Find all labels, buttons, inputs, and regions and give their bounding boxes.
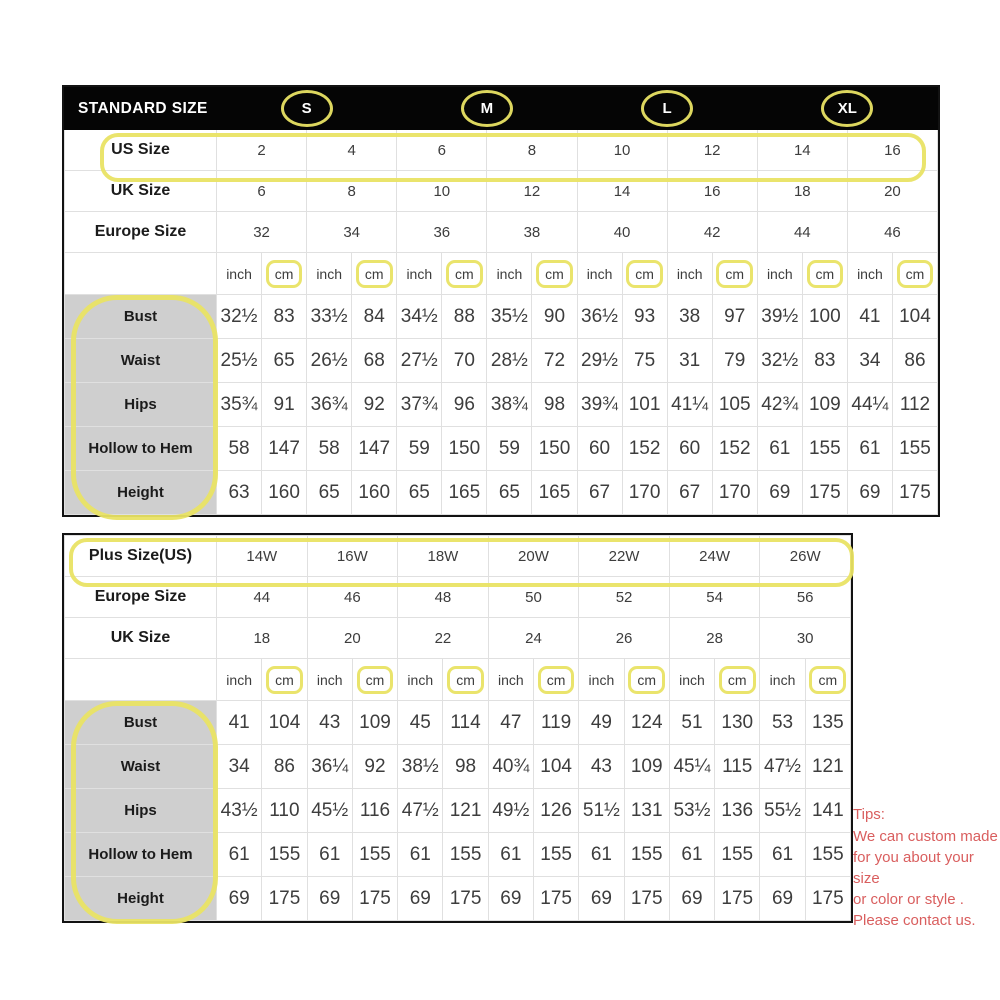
size-value-cell: 24 bbox=[488, 618, 579, 659]
inch-value-cell: 38 bbox=[667, 295, 712, 339]
tips-title: Tips: bbox=[853, 806, 885, 823]
cm-value-cell: 88 bbox=[442, 295, 487, 339]
inch-value-cell: 67 bbox=[577, 471, 622, 515]
measure-row bbox=[65, 789, 851, 833]
standard-size-grid bbox=[64, 87, 938, 515]
size-group-cell bbox=[577, 88, 757, 130]
cm-value-cell: 65 bbox=[262, 339, 307, 383]
inch-unit-cell: inch bbox=[487, 253, 532, 295]
cm-value-cell: 90 bbox=[532, 295, 577, 339]
cm-value-cell: 93 bbox=[622, 295, 667, 339]
inch-value-cell: 38¾ bbox=[487, 383, 532, 427]
cm-value-cell: 175 bbox=[443, 877, 488, 921]
inch-value-cell: 38½ bbox=[398, 745, 443, 789]
size-value-cell: 44 bbox=[217, 577, 308, 618]
cm-circle-annotation: cm bbox=[357, 666, 394, 694]
size-group-cell bbox=[397, 88, 577, 130]
measure-row bbox=[65, 339, 938, 383]
size-value-cell: 56 bbox=[760, 577, 851, 618]
cm-value-cell: 98 bbox=[532, 383, 577, 427]
size-value-cell: 20W bbox=[488, 536, 579, 577]
cm-value-cell: 131 bbox=[624, 789, 669, 833]
unit-row bbox=[65, 253, 938, 295]
cm-value-cell: 155 bbox=[715, 833, 760, 877]
inch-value-cell: 25½ bbox=[217, 339, 262, 383]
tips-note bbox=[853, 804, 1000, 931]
inch-value-cell: 47½ bbox=[398, 789, 443, 833]
inch-value-cell: 58 bbox=[307, 427, 352, 471]
inch-value-cell: 45¼ bbox=[669, 745, 714, 789]
inch-value-cell: 59 bbox=[487, 427, 532, 471]
size-value-cell: 18 bbox=[757, 171, 847, 212]
size-value-cell: 12 bbox=[487, 171, 577, 212]
cm-value-cell: 175 bbox=[805, 877, 850, 921]
cm-value-cell: 152 bbox=[712, 427, 757, 471]
inch-value-cell: 45½ bbox=[307, 789, 352, 833]
cm-value-cell: 147 bbox=[352, 427, 397, 471]
size-value-cell: 20 bbox=[307, 618, 398, 659]
cm-value-cell: 165 bbox=[442, 471, 487, 515]
size-value-cell: 44 bbox=[757, 212, 847, 253]
size-value-cell: 14 bbox=[577, 171, 667, 212]
measure-row bbox=[65, 427, 938, 471]
row-label: Plus Size(US) bbox=[65, 536, 217, 577]
inch-value-cell: 49½ bbox=[488, 789, 533, 833]
size-value-cell: 6 bbox=[397, 130, 487, 171]
cm-value-cell: 155 bbox=[892, 427, 937, 471]
cm-value-cell: 109 bbox=[624, 745, 669, 789]
cm-circle-annotation: cm bbox=[809, 666, 846, 694]
inch-unit-cell: inch bbox=[577, 253, 622, 295]
cm-value-cell: 104 bbox=[892, 295, 937, 339]
cm-value-cell: 155 bbox=[624, 833, 669, 877]
size-value-cell: 30 bbox=[760, 618, 851, 659]
cm-circle-annotation: cm bbox=[266, 666, 303, 694]
inch-value-cell: 39½ bbox=[757, 295, 802, 339]
size-value-cell: 14 bbox=[757, 130, 847, 171]
inch-value-cell: 61 bbox=[488, 833, 533, 877]
cm-unit-cell bbox=[624, 659, 669, 701]
inch-unit-cell: inch bbox=[397, 253, 442, 295]
inch-unit-cell: inch bbox=[398, 659, 443, 701]
inch-value-cell: 69 bbox=[488, 877, 533, 921]
inch-value-cell: 65 bbox=[397, 471, 442, 515]
inch-value-cell: 60 bbox=[577, 427, 622, 471]
measure-label: Height bbox=[65, 471, 217, 515]
table-title: STANDARD SIZE bbox=[65, 88, 217, 130]
unit-row bbox=[65, 659, 851, 701]
size-value-cell: 8 bbox=[307, 171, 397, 212]
size-value-cell: 20 bbox=[847, 171, 937, 212]
size-row bbox=[65, 618, 851, 659]
size-value-cell: 50 bbox=[488, 577, 579, 618]
inch-value-cell: 27½ bbox=[397, 339, 442, 383]
inch-unit-cell: inch bbox=[760, 659, 805, 701]
cm-circle-annotation: cm bbox=[356, 260, 393, 288]
inch-value-cell: 29½ bbox=[577, 339, 622, 383]
cm-value-cell: 79 bbox=[712, 339, 757, 383]
size-value-cell: 6 bbox=[217, 171, 307, 212]
inch-value-cell: 47 bbox=[488, 701, 533, 745]
cm-value-cell: 126 bbox=[533, 789, 578, 833]
cm-value-cell: 175 bbox=[892, 471, 937, 515]
cm-value-cell: 109 bbox=[802, 383, 847, 427]
cm-circle-annotation: cm bbox=[447, 666, 484, 694]
inch-unit-cell: inch bbox=[217, 253, 262, 295]
size-value-cell: 26W bbox=[760, 536, 851, 577]
cm-circle-annotation: cm bbox=[897, 260, 934, 288]
cm-unit-cell bbox=[805, 659, 850, 701]
inch-value-cell: 26½ bbox=[307, 339, 352, 383]
inch-value-cell: 47½ bbox=[760, 745, 805, 789]
cm-unit-cell bbox=[802, 253, 847, 295]
inch-value-cell: 36¾ bbox=[307, 383, 352, 427]
cm-value-cell: 100 bbox=[802, 295, 847, 339]
size-value-cell: 22 bbox=[398, 618, 489, 659]
inch-value-cell: 31 bbox=[667, 339, 712, 383]
cm-value-cell: 101 bbox=[622, 383, 667, 427]
size-value-cell: 36 bbox=[397, 212, 487, 253]
cm-value-cell: 96 bbox=[442, 383, 487, 427]
cm-value-cell: 150 bbox=[442, 427, 487, 471]
cm-value-cell: 72 bbox=[532, 339, 577, 383]
cm-value-cell: 175 bbox=[533, 877, 578, 921]
size-value-cell: 8 bbox=[487, 130, 577, 171]
cm-value-cell: 112 bbox=[892, 383, 937, 427]
inch-value-cell: 65 bbox=[487, 471, 532, 515]
cm-value-cell: 121 bbox=[443, 789, 488, 833]
size-group-circle-annotation: XL bbox=[821, 90, 873, 127]
inch-value-cell: 51 bbox=[669, 701, 714, 745]
inch-value-cell: 35½ bbox=[487, 295, 532, 339]
measure-label: Waist bbox=[65, 745, 217, 789]
inch-value-cell: 41 bbox=[217, 701, 262, 745]
size-value-cell: 10 bbox=[397, 171, 487, 212]
measure-row bbox=[65, 295, 938, 339]
cm-unit-cell bbox=[442, 253, 487, 295]
inch-unit-cell: inch bbox=[667, 253, 712, 295]
inch-value-cell: 61 bbox=[760, 833, 805, 877]
inch-value-cell: 55½ bbox=[760, 789, 805, 833]
inch-value-cell: 43½ bbox=[217, 789, 262, 833]
size-row bbox=[65, 536, 851, 577]
inch-value-cell: 53½ bbox=[669, 789, 714, 833]
cm-value-cell: 75 bbox=[622, 339, 667, 383]
inch-value-cell: 61 bbox=[669, 833, 714, 877]
inch-value-cell: 41¼ bbox=[667, 383, 712, 427]
cm-value-cell: 92 bbox=[352, 383, 397, 427]
row-label: US Size bbox=[65, 130, 217, 171]
cm-value-cell: 160 bbox=[352, 471, 397, 515]
cm-value-cell: 155 bbox=[352, 833, 397, 877]
inch-value-cell: 49 bbox=[579, 701, 624, 745]
inch-value-cell: 61 bbox=[398, 833, 443, 877]
cm-unit-cell bbox=[715, 659, 760, 701]
cm-unit-cell bbox=[262, 659, 307, 701]
inch-value-cell: 42¾ bbox=[757, 383, 802, 427]
cm-unit-cell bbox=[352, 659, 397, 701]
size-value-cell: 54 bbox=[669, 577, 760, 618]
plus-size-grid bbox=[64, 535, 851, 921]
size-value-cell: 42 bbox=[667, 212, 757, 253]
size-group-cell bbox=[217, 88, 397, 130]
unit-row-label bbox=[65, 659, 217, 701]
inch-unit-cell: inch bbox=[217, 659, 262, 701]
measure-row bbox=[65, 383, 938, 427]
measure-label: Bust bbox=[65, 701, 217, 745]
cm-value-cell: 121 bbox=[805, 745, 850, 789]
inch-value-cell: 44¼ bbox=[847, 383, 892, 427]
cm-unit-cell bbox=[622, 253, 667, 295]
size-row bbox=[65, 130, 938, 171]
cm-value-cell: 91 bbox=[262, 383, 307, 427]
measure-label: Hollow to Hem bbox=[65, 427, 217, 471]
cm-value-cell: 175 bbox=[262, 877, 307, 921]
tips-line: for you about your size bbox=[853, 849, 974, 887]
inch-value-cell: 69 bbox=[669, 877, 714, 921]
cm-value-cell: 68 bbox=[352, 339, 397, 383]
size-value-cell: 12 bbox=[667, 130, 757, 171]
row-label: UK Size bbox=[65, 171, 217, 212]
cm-value-cell: 110 bbox=[262, 789, 307, 833]
cm-value-cell: 116 bbox=[352, 789, 397, 833]
inch-value-cell: 63 bbox=[217, 471, 262, 515]
size-group-circle-annotation: S bbox=[281, 90, 333, 127]
inch-value-cell: 58 bbox=[217, 427, 262, 471]
inch-value-cell: 61 bbox=[579, 833, 624, 877]
cm-value-cell: 130 bbox=[715, 701, 760, 745]
inch-value-cell: 69 bbox=[760, 877, 805, 921]
tips-line: or color or style . bbox=[853, 891, 964, 908]
inch-value-cell: 65 bbox=[307, 471, 352, 515]
size-value-cell: 18 bbox=[217, 618, 308, 659]
standard-size-table bbox=[62, 85, 940, 517]
inch-value-cell: 69 bbox=[398, 877, 443, 921]
inch-value-cell: 51½ bbox=[579, 789, 624, 833]
size-value-cell: 2 bbox=[217, 130, 307, 171]
size-value-cell: 10 bbox=[577, 130, 667, 171]
inch-unit-cell: inch bbox=[488, 659, 533, 701]
cm-value-cell: 98 bbox=[443, 745, 488, 789]
inch-value-cell: 34½ bbox=[397, 295, 442, 339]
size-value-cell: 4 bbox=[307, 130, 397, 171]
inch-value-cell: 35¾ bbox=[217, 383, 262, 427]
cm-unit-cell bbox=[533, 659, 578, 701]
size-value-cell: 22W bbox=[579, 536, 670, 577]
inch-unit-cell: inch bbox=[307, 253, 352, 295]
inch-value-cell: 32½ bbox=[757, 339, 802, 383]
cm-value-cell: 170 bbox=[712, 471, 757, 515]
size-group-circle-annotation: L bbox=[641, 90, 693, 127]
inch-unit-cell: inch bbox=[669, 659, 714, 701]
size-value-cell: 48 bbox=[398, 577, 489, 618]
inch-value-cell: 28½ bbox=[487, 339, 532, 383]
size-row bbox=[65, 171, 938, 212]
cm-value-cell: 147 bbox=[262, 427, 307, 471]
cm-value-cell: 155 bbox=[805, 833, 850, 877]
inch-value-cell: 41 bbox=[847, 295, 892, 339]
inch-value-cell: 36¼ bbox=[307, 745, 352, 789]
cm-value-cell: 175 bbox=[802, 471, 847, 515]
cm-value-cell: 84 bbox=[352, 295, 397, 339]
cm-value-cell: 141 bbox=[805, 789, 850, 833]
measure-row bbox=[65, 471, 938, 515]
inch-value-cell: 37¾ bbox=[397, 383, 442, 427]
inch-value-cell: 61 bbox=[307, 833, 352, 877]
cm-circle-annotation: cm bbox=[538, 666, 575, 694]
cm-value-cell: 165 bbox=[532, 471, 577, 515]
cm-value-cell: 175 bbox=[715, 877, 760, 921]
size-value-cell: 46 bbox=[847, 212, 937, 253]
cm-value-cell: 86 bbox=[262, 745, 307, 789]
inch-value-cell: 45 bbox=[398, 701, 443, 745]
cm-unit-cell bbox=[712, 253, 757, 295]
cm-circle-annotation: cm bbox=[536, 260, 573, 288]
size-value-cell: 16 bbox=[847, 130, 937, 171]
inch-value-cell: 69 bbox=[757, 471, 802, 515]
cm-value-cell: 115 bbox=[715, 745, 760, 789]
cm-value-cell: 170 bbox=[622, 471, 667, 515]
cm-value-cell: 70 bbox=[442, 339, 487, 383]
table-header-row bbox=[65, 88, 938, 130]
cm-circle-annotation: cm bbox=[807, 260, 844, 288]
measure-label: Height bbox=[65, 877, 217, 921]
measure-row bbox=[65, 877, 851, 921]
inch-value-cell: 69 bbox=[579, 877, 624, 921]
cm-value-cell: 155 bbox=[802, 427, 847, 471]
cm-value-cell: 136 bbox=[715, 789, 760, 833]
inch-value-cell: 33½ bbox=[307, 295, 352, 339]
size-value-cell: 52 bbox=[579, 577, 670, 618]
row-label: Europe Size bbox=[65, 577, 217, 618]
cm-unit-cell bbox=[532, 253, 577, 295]
inch-value-cell: 32½ bbox=[217, 295, 262, 339]
inch-unit-cell: inch bbox=[757, 253, 802, 295]
cm-unit-cell bbox=[352, 253, 397, 295]
measure-label: Hips bbox=[65, 789, 217, 833]
unit-row-label bbox=[65, 253, 217, 295]
inch-value-cell: 34 bbox=[217, 745, 262, 789]
cm-value-cell: 124 bbox=[624, 701, 669, 745]
inch-value-cell: 36½ bbox=[577, 295, 622, 339]
size-value-cell: 18W bbox=[398, 536, 489, 577]
cm-circle-annotation: cm bbox=[446, 260, 483, 288]
cm-value-cell: 152 bbox=[622, 427, 667, 471]
inch-unit-cell: inch bbox=[579, 659, 624, 701]
cm-value-cell: 86 bbox=[892, 339, 937, 383]
measure-row bbox=[65, 833, 851, 877]
measure-row bbox=[65, 701, 851, 745]
inch-value-cell: 61 bbox=[217, 833, 262, 877]
size-value-cell: 38 bbox=[487, 212, 577, 253]
cm-value-cell: 97 bbox=[712, 295, 757, 339]
measure-row bbox=[65, 745, 851, 789]
inch-value-cell: 40¾ bbox=[488, 745, 533, 789]
cm-value-cell: 105 bbox=[712, 383, 757, 427]
cm-value-cell: 135 bbox=[805, 701, 850, 745]
inch-value-cell: 69 bbox=[307, 877, 352, 921]
measure-label: Hollow to Hem bbox=[65, 833, 217, 877]
inch-value-cell: 34 bbox=[847, 339, 892, 383]
size-value-cell: 34 bbox=[307, 212, 397, 253]
inch-value-cell: 67 bbox=[667, 471, 712, 515]
size-value-cell: 16W bbox=[307, 536, 398, 577]
cm-unit-cell bbox=[262, 253, 307, 295]
measure-label: Hips bbox=[65, 383, 217, 427]
inch-value-cell: 60 bbox=[667, 427, 712, 471]
cm-circle-annotation: cm bbox=[719, 666, 756, 694]
inch-unit-cell: inch bbox=[307, 659, 352, 701]
inch-value-cell: 59 bbox=[397, 427, 442, 471]
size-value-cell: 26 bbox=[579, 618, 670, 659]
inch-value-cell: 39¾ bbox=[577, 383, 622, 427]
cm-circle-annotation: cm bbox=[716, 260, 753, 288]
inch-value-cell: 53 bbox=[760, 701, 805, 745]
row-label: UK Size bbox=[65, 618, 217, 659]
cm-value-cell: 155 bbox=[262, 833, 307, 877]
cm-value-cell: 104 bbox=[262, 701, 307, 745]
tips-text bbox=[853, 826, 1000, 931]
cm-unit-cell bbox=[443, 659, 488, 701]
inch-value-cell: 69 bbox=[847, 471, 892, 515]
cm-value-cell: 83 bbox=[262, 295, 307, 339]
cm-value-cell: 160 bbox=[262, 471, 307, 515]
size-value-cell: 24W bbox=[669, 536, 760, 577]
cm-value-cell: 155 bbox=[443, 833, 488, 877]
size-row bbox=[65, 577, 851, 618]
tips-line: We can custom made bbox=[853, 828, 998, 845]
inch-value-cell: 61 bbox=[847, 427, 892, 471]
size-value-cell: 46 bbox=[307, 577, 398, 618]
size-value-cell: 28 bbox=[669, 618, 760, 659]
size-group-circle-annotation: M bbox=[461, 90, 513, 127]
size-group-cell bbox=[757, 88, 937, 130]
inch-value-cell: 43 bbox=[579, 745, 624, 789]
measure-label: Bust bbox=[65, 295, 217, 339]
size-value-cell: 32 bbox=[217, 212, 307, 253]
size-value-cell: 14W bbox=[217, 536, 308, 577]
inch-value-cell: 61 bbox=[757, 427, 802, 471]
cm-value-cell: 83 bbox=[802, 339, 847, 383]
cm-unit-cell bbox=[892, 253, 937, 295]
tips-line: Please contact us. bbox=[853, 912, 976, 929]
cm-value-cell: 109 bbox=[352, 701, 397, 745]
cm-value-cell: 150 bbox=[532, 427, 577, 471]
cm-value-cell: 155 bbox=[533, 833, 578, 877]
size-value-cell: 40 bbox=[577, 212, 667, 253]
size-value-cell: 16 bbox=[667, 171, 757, 212]
row-label: Europe Size bbox=[65, 212, 217, 253]
inch-value-cell: 69 bbox=[217, 877, 262, 921]
cm-circle-annotation: cm bbox=[628, 666, 665, 694]
measure-label: Waist bbox=[65, 339, 217, 383]
inch-value-cell: 43 bbox=[307, 701, 352, 745]
cm-circle-annotation: cm bbox=[626, 260, 663, 288]
cm-value-cell: 119 bbox=[533, 701, 578, 745]
size-row bbox=[65, 212, 938, 253]
plus-size-table bbox=[62, 533, 853, 923]
cm-value-cell: 92 bbox=[352, 745, 397, 789]
cm-value-cell: 104 bbox=[533, 745, 578, 789]
inch-unit-cell: inch bbox=[847, 253, 892, 295]
cm-value-cell: 114 bbox=[443, 701, 488, 745]
cm-value-cell: 175 bbox=[352, 877, 397, 921]
cm-circle-annotation: cm bbox=[266, 260, 303, 288]
cm-value-cell: 175 bbox=[624, 877, 669, 921]
